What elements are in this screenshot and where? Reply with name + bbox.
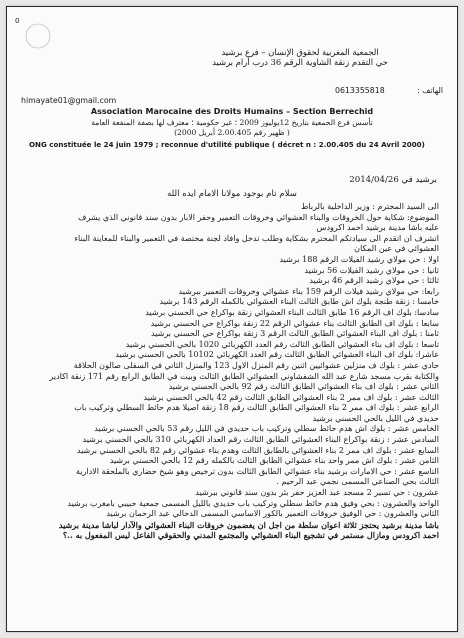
association-status-arabic xyxy=(21,118,443,138)
letter-line: عشرون : حي تسير 2 مسجد عبد العزيز حفر بئر بدون سند قانوني ببرشيد xyxy=(195,488,439,498)
letter-line: الرابع عشر : بلوك اف ممر 2 بناء العشوائي الطابق الثالث رقم 18 زنقة اصيلا هدم حائط السطلي وتركيب باب xyxy=(74,403,439,413)
letter-line: الثاني والعشرون : حي الوفيق خروقات التعمير بالكور الاساسي المسمى الدحالي عبد الرحمان برشيد xyxy=(106,509,439,519)
letter-line: اولا : حي مولاي رشيد الفيلات الرقم 188 برشيد xyxy=(279,254,439,264)
page-number: 0 xyxy=(15,17,20,25)
association-address-arabic: حي التقدم زنقة الشاوية الرقم 36 درب أرام برشيد xyxy=(212,57,388,67)
phone-line xyxy=(335,85,443,96)
letter-line: السادس عشر : زنقة بواكراع البناء العشوائي الطابق الثالث رقم العداد الكهربائي 310 بالحي الحسني برشيد xyxy=(82,435,439,445)
letter-line: التاسع عشر : حي الامارات برشيد بناء عشوائي الطابق الثالث بدون ترخيص وهو شيخ حضاري بالملحقة الادارية xyxy=(75,466,439,476)
letter-greeting: سلام تام بوجود مولانا الامام ايده الله xyxy=(167,189,297,199)
letter-line: الثاني عشر : بلوك اف بناء العشوائي الطابق الثالث رقم 92 بالحي الحسني برشيد xyxy=(168,382,439,392)
association-logo xyxy=(23,21,53,51)
letter-line: حادي عشر : بلوك ف منزلين عشوائيين اثنين رقم المنزل الاول 123 والمنزل الثاني في السفلى صالون الحلاقة xyxy=(73,360,439,370)
letter-line: رابعا: حي مولاي رشيد فيلات الرقم 159 بناء عشوائي وخروقات التعمير ببرشيد xyxy=(178,286,439,296)
letter-date: برشيد في 2014/04/26 xyxy=(349,175,437,185)
letter-line: العشوائي في عين المكان xyxy=(354,244,439,254)
phone-label: الهاتف : xyxy=(417,86,443,95)
contact-block xyxy=(21,85,443,107)
founding-note-arabic: تأسس فرع الجمعية بتاريخ 12يوليوز 2009 ؛ غير حكومية ؛ معترف لها بصفة المنفعة العامة xyxy=(91,118,373,127)
letter-line: باشا مدينة برشيد يحتجز ثلاثة اعوان سلطة من اجل ان يغضمون خروقات البناء العشوائي والآدار لباشا مدينة برشيد xyxy=(58,519,439,530)
letter-line: والكتابة بقرب مسجد شارع عبد الله الشفشاوني العشوائي الطابق الثالث وبيت في الطابق الرابع رقم 171 زنقة اكادير xyxy=(49,371,439,381)
letter-line: الواحد والعشرون : بحي وفيق هدم حائط سطلي وتركيب باب حديدي بالليل المسمى جمعية حبيبي بامغرب برشيد xyxy=(67,498,439,508)
association-name-french: Association Marocaine des Droits Humains – Section Berrechid xyxy=(90,107,374,116)
letter-line: الثامن عشر : بلوك اش ممر واحد بناء عشوائي الطابق الثالث بالكمله رقم 12 بالحي الحسني برشيد xyxy=(109,456,439,466)
letter-line: ثامنا : بلوك اف البناء العشوائي الطابق الثالث الرقم 3 زنقة بواكراع حي الحسني برشيد xyxy=(150,329,439,339)
letter-line: سادسا: بلوك اف الرقم 16 طابق الثالث البناء العشوائي زنقة بواكراع حي الحسني برشيد xyxy=(145,307,439,317)
email-address: himayate01@gmail.com xyxy=(21,96,117,105)
letter-line: تاسعا : بلوك اف بناء العشوائي الطابق الثالث رقم العدد الكهربائي 1020 بالحي الحسني برشيد xyxy=(125,339,439,349)
letter-line: الموضوع: شكاية حول الخروقات والبناء العشوائي وخروقات التعمير وحفر الابار بدون سند قانوني الذي يشرف xyxy=(78,212,439,222)
document-page xyxy=(6,6,458,632)
letter-line: خامسا : زنقة طنجة بلوك اش طابق الثالث البناء العشوائي بالكمله الرقم 143 برشيد xyxy=(159,297,439,307)
letter-line: الى السيد المحترم : وزير الداخلية بالرباط xyxy=(300,202,439,211)
decree-note-arabic: ( ظهير رقم 2.00.405 أبريل 2000) xyxy=(174,128,290,137)
letter-line: عاشرا: بلوك اف البناء العشوائي الطابق الثالث رقم العدد الكهربائي 10102 بالحي الحسني برشيد xyxy=(115,350,439,360)
association-name-arabic: الجمعية المغربية لحقوق الإنسان – فرع برشيد xyxy=(221,47,379,57)
letter-line: السابع عشر : بلوك اف ممر 2 بناء العشوائي بالطابق الثالث وهدم بناء عشوائي رقم 82 بالحي الحسني برشيد xyxy=(76,445,439,455)
letter-line: اتشرف ان اتقدم الى سيادتكم المحترم بشكاية وطلب تدخل وافاد لجنة مختصة في التعمير والبناء للمعاينة البناء xyxy=(74,233,439,243)
letter-line: ثالثا : حي مولاي رشيد الرقم 46 برشيد xyxy=(309,276,439,286)
letter-line: احمد اكرودس ومازال مستمر في تشجيع البناء العشوائي والمجتمع المدني والحقوقي الفاعل ليس المفعول به ..؟ xyxy=(62,530,439,541)
letter-line: سابعا : بلوك اف الطابق الثالث بناء عشوائي الرقم 22 زنقة بواكراع حي الحسني برشيد xyxy=(150,318,439,328)
letter-line: الثالث بحي الصناعي المسمى نجمي عبد الرحيم . xyxy=(276,477,439,487)
letter-line: الثالث عشر : بلوك اف ممر 2 بناء العشوائي الطابق الثالث رقم 42 بالحي الحسني برشيد xyxy=(143,392,439,402)
phone-number: 0613355818 xyxy=(335,86,385,95)
letter-line: الخامس عشر : بلوك اش هدم حائط سطلي وتركيب باب حديدي في الليل رقم 53 بالحي الحسني برشيد xyxy=(94,424,439,434)
letterhead-arabic xyxy=(157,47,443,67)
letter-line: ثانيا : حي مولاي رشيد الفيلات 56 برشيد xyxy=(304,265,439,275)
letter-line: حديدي في الليل بالحي الحسني برشيد xyxy=(312,413,439,423)
ong-status-french: ONG constituée le 24 juin 1979 ; reconnue d'utilité publique ( décret n : 2.00.405 du 24 Avril 2000) xyxy=(29,140,425,149)
letter-body xyxy=(23,202,439,541)
letter-line: عليه باشا مدينة برشيد احمد اكرودس xyxy=(316,223,439,233)
